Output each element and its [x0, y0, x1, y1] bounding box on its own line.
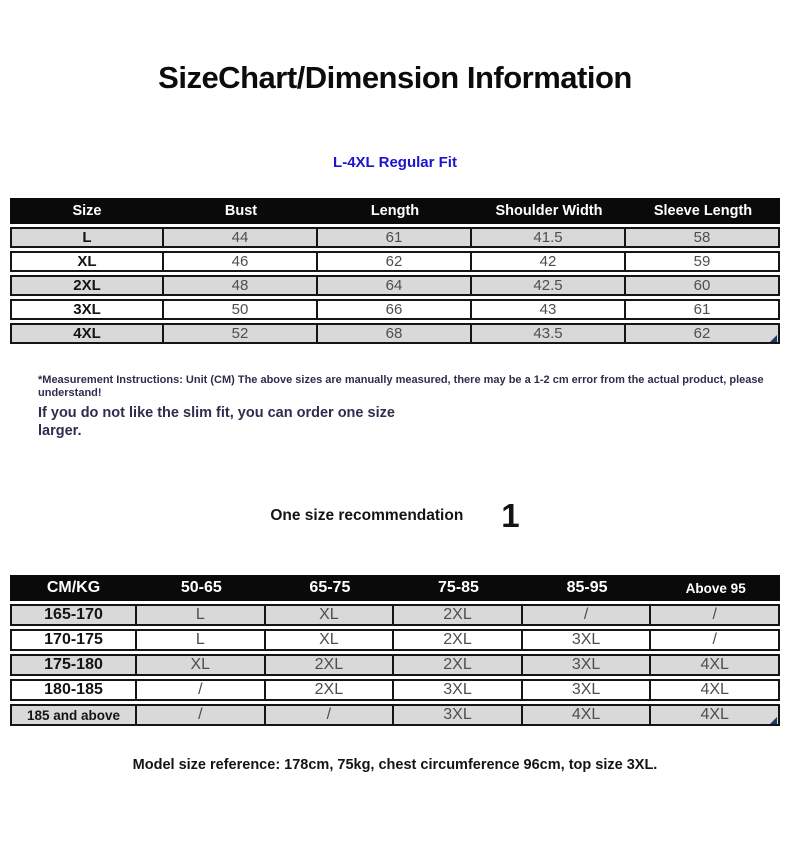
- size-rec-cell: 3XL: [523, 629, 652, 651]
- size-rec-cell: XL: [266, 629, 395, 651]
- bust-cell: 50: [164, 299, 318, 320]
- height-range-cell: 185 and above: [10, 704, 137, 726]
- table-row: [10, 275, 780, 296]
- length-cell: 62: [318, 251, 472, 272]
- size-rec-cell: XL: [137, 654, 266, 676]
- fit-range-subtitle: L-4XL Regular Fit: [333, 154, 457, 171]
- table-row: [10, 629, 780, 651]
- size-label-cell: XL: [10, 251, 164, 272]
- size-rec-cell: /: [523, 604, 652, 626]
- size-rec-cell: XL: [266, 604, 395, 626]
- size-table-col-header: Shoulder Width: [472, 198, 626, 224]
- shoulder-width-cell: 43.5: [472, 323, 626, 344]
- recommendation-number: 1: [501, 497, 520, 534]
- sleeve-length-cell: 60: [626, 275, 780, 296]
- size-rec-cell: L: [137, 629, 266, 651]
- weight-range-col-header: 75-85: [394, 575, 523, 601]
- size-table-col-header: Size: [10, 198, 164, 224]
- length-cell: 68: [318, 323, 472, 344]
- table-row: [10, 654, 780, 676]
- size-table-col-header: Bust: [164, 198, 318, 224]
- bust-cell: 52: [164, 323, 318, 344]
- table-row: [10, 251, 780, 272]
- length-cell: 64: [318, 275, 472, 296]
- length-cell: 66: [318, 299, 472, 320]
- table-row: [10, 704, 780, 726]
- shoulder-width-cell: 43: [472, 299, 626, 320]
- page-title: SizeChart/Dimension Information: [158, 60, 632, 95]
- size-rec-cell: 3XL: [523, 654, 652, 676]
- sleeve-length-cell: 59: [626, 251, 780, 272]
- length-cell: 61: [318, 227, 472, 248]
- size-rec-cell: 4XL: [651, 679, 780, 701]
- size-rec-cell: 4XL: [523, 704, 652, 726]
- size-rec-cell: /: [137, 679, 266, 701]
- table-row: [10, 679, 780, 701]
- bust-cell: 44: [164, 227, 318, 248]
- sleeve-length-cell: 62: [626, 323, 780, 344]
- weight-range-col-header: 85-95: [523, 575, 652, 601]
- size-label-cell: 3XL: [10, 299, 164, 320]
- size-recommendation-table: [10, 572, 780, 729]
- size-rec-cell: /: [137, 704, 266, 726]
- shoulder-width-cell: 41.5: [472, 227, 626, 248]
- height-range-cell: 175-180: [10, 654, 137, 676]
- size-rec-cell: 2XL: [266, 679, 395, 701]
- sleeve-length-cell: 61: [626, 299, 780, 320]
- recommendation-table-wrap: [10, 572, 780, 729]
- size-rec-cell: 2XL: [394, 654, 523, 676]
- weight-range-col-header: Above 95: [651, 575, 780, 601]
- shoulder-width-cell: 42.5: [472, 275, 626, 296]
- size-table-wrap: [10, 195, 780, 347]
- table-row: [10, 227, 780, 248]
- size-rec-cell: 2XL: [394, 604, 523, 626]
- table-row: [10, 604, 780, 626]
- shoulder-width-cell: 42: [472, 251, 626, 272]
- height-range-cell: 165-170: [10, 604, 137, 626]
- table-row: [10, 323, 780, 344]
- recommendation-heading-row: [0, 496, 790, 536]
- size-rec-cell: 3XL: [394, 704, 523, 726]
- size-rec-cell: 3XL: [394, 679, 523, 701]
- size-label-cell: 2XL: [10, 275, 164, 296]
- size-label-cell: 4XL: [10, 323, 164, 344]
- table-row: [10, 299, 780, 320]
- size-rec-cell: 2XL: [394, 629, 523, 651]
- cm-kg-col-header: CM/KG: [10, 575, 137, 601]
- size-table-header-row: [10, 198, 780, 224]
- size-rec-cell: /: [266, 704, 395, 726]
- recommendation-table-header-row: [10, 575, 780, 601]
- size-rec-cell: 4XL: [651, 704, 780, 726]
- weight-range-col-header: 50-65: [137, 575, 266, 601]
- size-rec-cell: 2XL: [266, 654, 395, 676]
- size-table-col-header: Length: [318, 198, 472, 224]
- size-rec-cell: L: [137, 604, 266, 626]
- sleeve-length-cell: 58: [626, 227, 780, 248]
- bust-cell: 48: [164, 275, 318, 296]
- table-resize-corner-icon: [770, 335, 777, 342]
- size-table-col-header: Sleeve Length: [626, 198, 780, 224]
- size-rec-cell: /: [651, 629, 780, 651]
- size-label-cell: L: [10, 227, 164, 248]
- weight-range-col-header: 65-75: [266, 575, 395, 601]
- height-range-cell: 170-175: [10, 629, 137, 651]
- size-dimension-table: [10, 195, 780, 347]
- table-resize-corner-icon: [770, 717, 777, 724]
- recommendation-heading: One size recommendation: [270, 507, 464, 524]
- size-rec-cell: /: [651, 604, 780, 626]
- slim-fit-advice-note: If you do not like the slim fit, you can order one size larger.: [38, 405, 395, 439]
- height-range-cell: 180-185: [10, 679, 137, 701]
- measurement-instructions-note: *Measurement Instructions: Unit (CM) The above sizes are manually measured, there may be a 1-2 cm error from the actual product, please understand!: [38, 374, 764, 399]
- size-rec-cell: 3XL: [523, 679, 652, 701]
- size-rec-cell: 4XL: [651, 654, 780, 676]
- model-size-reference-note: Model size reference: 178cm, 75kg, chest circumference 96cm, top size 3XL.: [132, 757, 658, 773]
- bust-cell: 46: [164, 251, 318, 272]
